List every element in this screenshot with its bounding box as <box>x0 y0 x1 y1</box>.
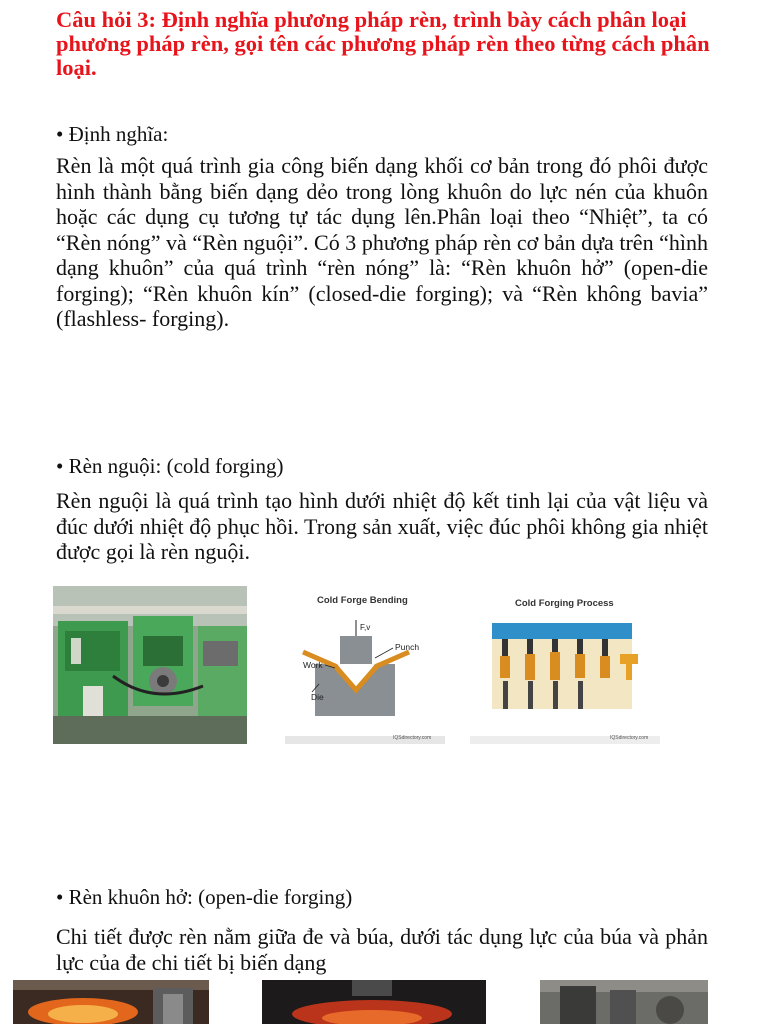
cold-forge-bending-diagram <box>285 586 445 744</box>
force-label: F,v <box>360 623 371 632</box>
open-die-hot-forging-photo <box>13 980 209 1024</box>
work-label: Work <box>303 660 323 670</box>
cold-forging-heading: • Rèn nguội: (cold forging) <box>56 454 284 478</box>
open-die-press-photo <box>262 980 486 1024</box>
cold-forging-process-diagram <box>470 586 660 744</box>
cold-forging-paragraph: Rèn nguội là quá trình tạo hình dưới nhiệt độ kết tinh lại của vật liệu và đúc dưới nhiệt độ phục hồi. Trong sản xuất, việc đúc phôi không gia nhiệt được gọi là rèn nguội. <box>56 488 708 564</box>
question-title: Câu hỏi 3: Định nghĩa phương pháp rèn, trình bày cách phân loại phương pháp rèn, gọi tên các phương pháp rèn theo từng cách phân loại. <box>56 7 710 80</box>
cold-forging-machine-photo <box>53 586 247 744</box>
open-die-heading: • Rèn khuôn hở: (open-die forging) <box>56 885 353 909</box>
bending-title: Cold Forge Bending <box>317 595 408 606</box>
definition-paragraph: Rèn là một quá trình gia công biến dạng khối cơ bản trong đó phôi được hình thành bằng biến dạng dẻo trong lòng khuôn do lực nén của khuôn hoặc các dụng cụ tương tự tác dụng lên.Phân loại theo “Nhiệt”, ta có “Rèn nóng” và “Rèn nguội”. Có 3 phương pháp rèn cơ bản dựa trên “hình dạng khuôn” của quá trình “rèn nóng” là: “Rèn khuôn hở” (open-die forging); “Rèn khuôn kín” (closed-die forging); và “Rèn không bavia” (flashless- forging). <box>56 153 708 331</box>
bending-credit: IQSdirectory.com <box>393 735 432 741</box>
die-label: Die <box>311 692 324 702</box>
definition-heading: • Định nghĩa: <box>56 122 169 146</box>
process-credit: IQSdirectory.com <box>610 735 649 741</box>
punch-label: Punch <box>395 642 420 652</box>
open-die-paragraph: Chi tiết được rèn nằm giữa đe và búa, dưới tác dụng lực của búa và phản lực của đe chi tiết bị biến dạng <box>56 924 708 975</box>
open-die-workshop-photo <box>540 980 708 1024</box>
process-title: Cold Forging Process <box>515 598 614 609</box>
